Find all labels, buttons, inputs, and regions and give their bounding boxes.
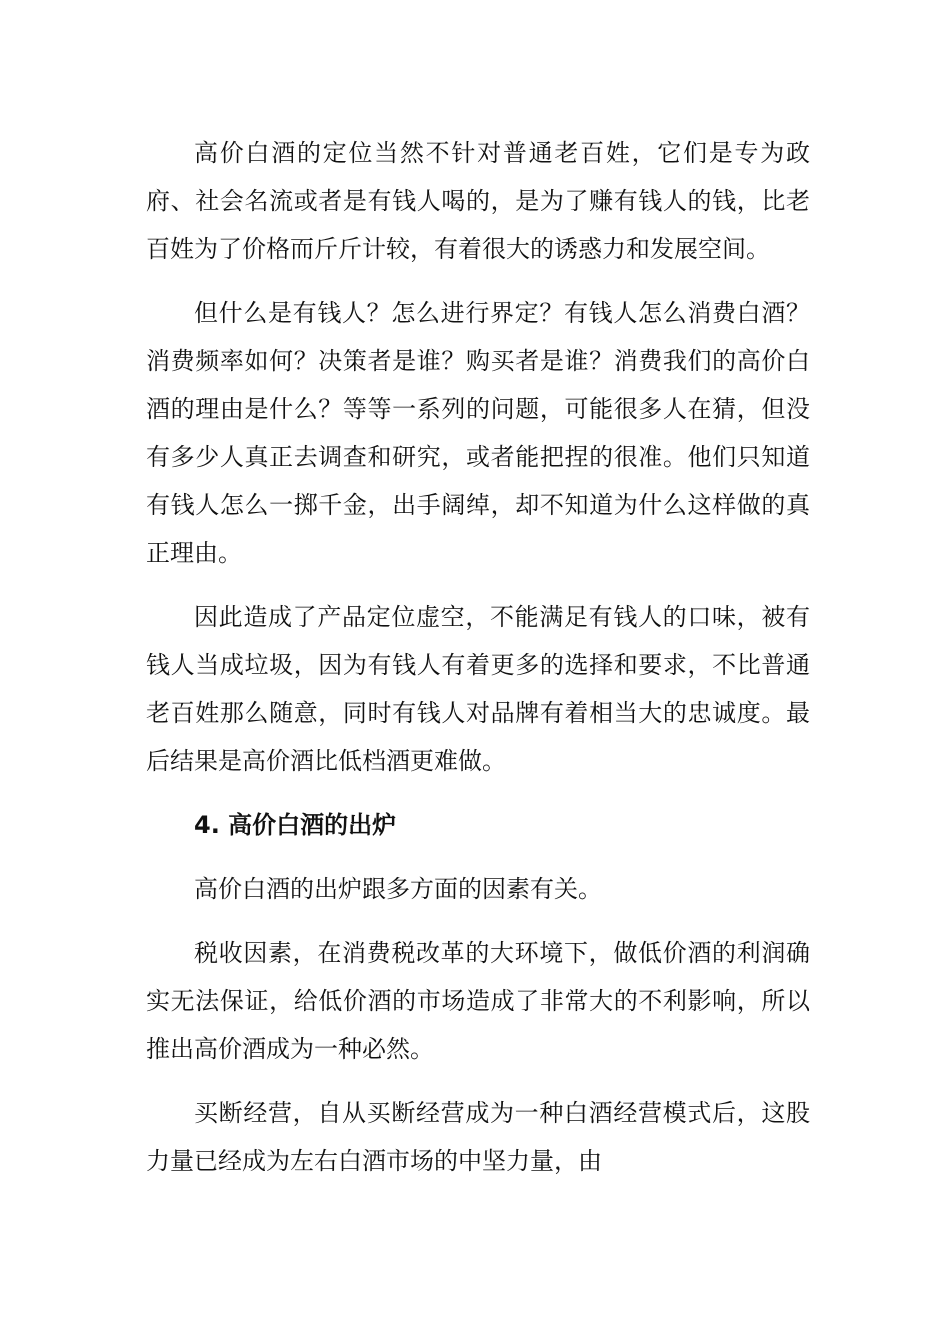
paragraph-buyout-operation: 买断经营，自从买断经营成为一种白酒经营模式后，这股力量已经成为左右白酒市场的中坚力量，由 bbox=[146, 1099, 810, 1175]
paragraph-tax-factor: 税收因素，在消费税改革的大环境下，做低价酒的利润确实无法保证，给低价酒的市场造成了非常大的不利影响，所以推出高价酒成为一种必然。 bbox=[146, 939, 810, 1063]
paragraph-consequence: 因此造成了产品定位虚空，不能满足有钱人的口味，被有钱人当成垃圾，因为有钱人有着更多的选择和要求，不比普通老百姓那么随意，同时有钱人对品牌有着相当大的忠诚度。最后结果是高价酒比低档酒更难做。 bbox=[146, 603, 810, 775]
section-heading: 4. 高价白酒的出炉 bbox=[194, 811, 397, 839]
document-body bbox=[146, 129, 810, 1201]
paragraph-factors-intro: 高价白酒的出炉跟多方面的因素有关。 bbox=[194, 875, 602, 903]
paragraph-who-is-rich: 但什么是有钱人？怎么进行界定？有钱人怎么消费白酒？消费频率如何？决策者是谁？购买者是谁？消费我们的高价白酒的理由是什么？等等一系列的问题，可能很多人在猜，但没有多少人真正去调查和研究，或者能把捏的很准。他们只知道有钱人怎么一掷千金，出手阔绰，却不知道为什么这样做的真正理由。 bbox=[146, 299, 810, 567]
paragraph-positioning: 高价白酒的定位当然不针对普通老百姓，它们是专为政府、社会名流或者是有钱人喝的，是为了赚有钱人的钱，比老百姓为了价格而斤斤计较，有着很大的诱惑力和发展空间。 bbox=[146, 139, 810, 263]
